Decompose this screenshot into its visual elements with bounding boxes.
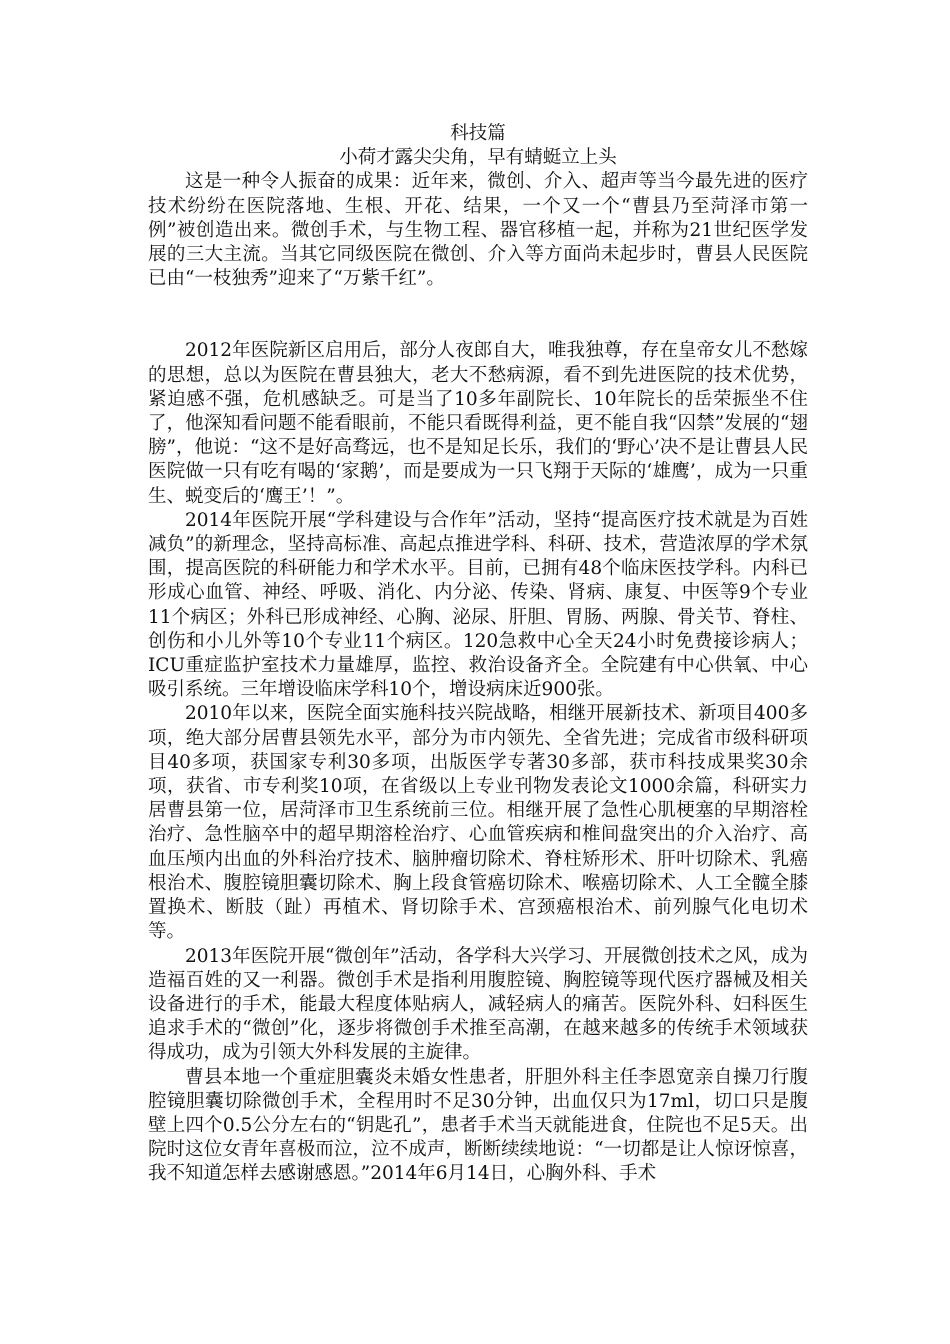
paragraph-2014: 2014年医院开展“学科建设与合作年”活动，坚持“提高医疗技术就是为百姓减负”的新理念，坚持高标准、高起点推进学科、科研、技术，营造浓厚的学术氛围，提高医院的科研能力和学术水平。目前，已拥有48个临床医技学科。内科已形成心血管、神经、呼吸、消化、内分泌、传染、肾病、康复、中医等9个专业11个病区；外科已形成神经、心胸、泌尿、肝胆、胃肠、两腺、骨关节、脊柱、创伤和小儿外等10个专业11个病区。120急救中心全天24小时免费接诊病人；ICU重症监护室技术力量雄厚，监控、救治设备齐全。全院建有中心供氧、中心吸引系统。三年增设临床学科10个，增设病床近900张。 [148,509,808,701]
paragraph-2010: 2010年以来，医院全面实施科技兴院战略，相继开展新技术、新项目400多项，绝大部分居曹县领先水平，部分为市内领先、全省先进；完成省市级科研项目40多项，获国家专利30多项，出版医学专著30多部，获市科技成果奖30余项，获省、市专利奖10项，在省级以上专业刊物发表论文1000余篇，科研实力居曹县第一位，居菏泽市卫生系统前三位。相继开展了急性心肌梗塞的早期溶栓治疗、急性脑卒中的超早期溶栓治疗、心血管疾病和椎间盘突出的介入治疗、高血压颅内出血的外科治疗技术、脑肿瘤切除术、脊柱矫形术、肝叶切除术、乳癌根治术、腹腔镜胆囊切除术、胸上段食管癌切除术、喉癌切除术、人工全髋全膝置换术、断肢（趾）再植术、肾切除手术、宫颈癌根治术、前列腺气化电切术等。 [148,703,808,943]
document-title: 科技篇 [450,123,506,144]
document-page [148,122,808,1187]
document-subtitle: 小荷才露尖尖角，早有蜻蜓立上头 [339,147,617,169]
paragraph-2013: 2013年医院开展“微创年”活动，各学科大兴学习、开展微创技术之风，成为造福百姓的又一利器。微创手术是指利用腹腔镜、胸腔镜等现代医疗器械及相关设备进行的手术，能最大程度体贴病人，减轻病人的痛苦。医院外科、妇科医生追求手术的“微创”化，逐步将微创手术推至高潮，在越来越多的传统手术领域获得成功，成为引领大外科发展的主旋律。 [148,945,808,1064]
paragraph-intro: 这是一种令人振奋的成果：近年来，微创、介入、超声等当今最先进的医疗技术纷纷在医院落地、生根、开花、结果，一个又一个“曹县乃至菏泽市第一例”被创造出来。微创手术，与生物工程、器官移植一起，并称为21世纪医学发展的三大主流。当其它同级医院在微创、介入等方面尚未起步时，曹县人民医院已由“一枝独秀”迎来了“万紫千红”。 [148,171,808,290]
paragraph-case: 曹县本地一个重症胆囊炎未婚女性患者，肝胆外科主任李恩宽亲自操刀行腹腔镜胆囊切除微创手术，全程用时不足30分钟，出血仅只为17ml，切口只是腹壁上四个0.5公分左右的“钥匙孔”，患者手术当天就能进食，住院也不足5天。出院时这位女青年喜极而泣，泣不成声，断断续续地说：“一切都是让人惊讶惊喜，我不知道怎样去感谢感恩。”2014年6月14日，心胸外科、手术 [148,1066,808,1185]
paragraph-spacer [148,291,808,339]
paragraph-2012: 2012年医院新区启用后，部分人夜郎自大，唯我独尊，存在皇帝女儿不愁嫁的思想，总以为医院在曹县独大，老大不愁病源，看不到先进医院的技术优势，紧迫感不强，危机感缺乏。可是当了10多年副院长、10年院长的岳荣振坐不住了，他深知看问题不能看眼前，不能只看既得利益，更不能自我“囚禁”发展的“翅膀”，他说：“这不是好高骛远，也不是知足长乐，我们的‘野心’决不是让曹县人民医院做一只有吃有喝的‘家鹅’，而是要成为一只飞翔于天际的‘雄鹰’，成为一只重生、蜕变后的‘鹰王’！”。 [148,340,808,507]
